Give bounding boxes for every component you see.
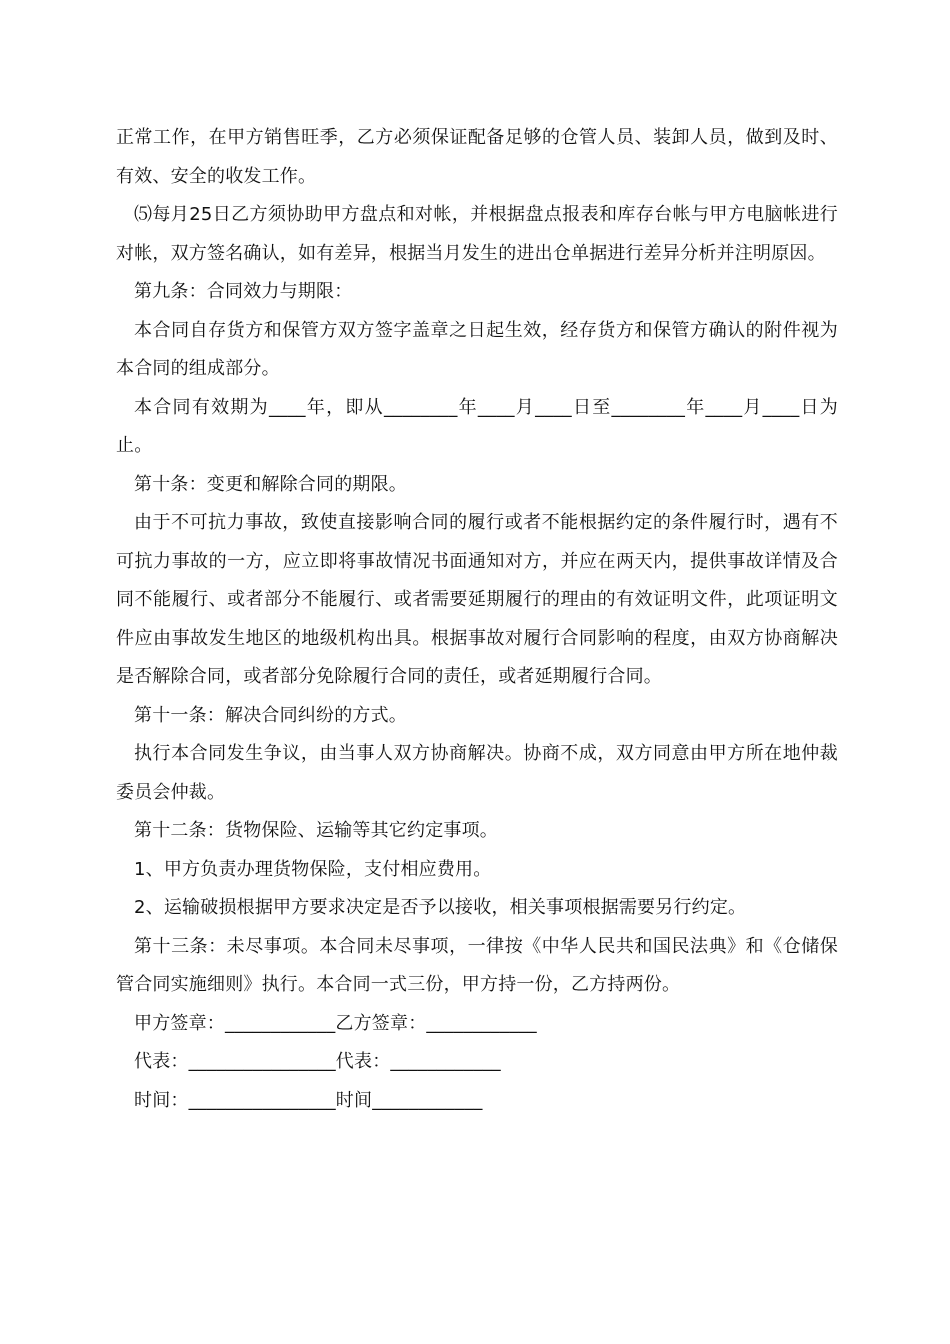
paragraph-validity-period: 本合同有效期为____年，即从________年____月____日至________年____月____日为止。 (116, 396, 838, 456)
paragraph-insurance: 1、甲方负责办理货物保险，支付相应费用。 (134, 858, 492, 880)
paragraph-2: ⑸每月25日乙方须协助甲方盘点和对帐，并根据盘点报表和库存台帐与甲方电脑帐进行对帐，双方签名确认，如有差异，根据当月发生的进出仓单据进行差异分析并注明原因。 (116, 204, 838, 264)
document-page (116, 119, 838, 1120)
paragraph-force-majeure: 由于不可抗力事故，致使直接影响合同的履行或者不能根据约定的条件履行时，遇有不可抗力事故的一方，应立即将事故情况书面通知对方，并应在两天内，提供事故详情及合同不能履行、或者部分不能履行、或者需要延期履行的理由的有效证明文件，此项证明文件应由事故发生地区的地级机构出具。根据事故对履行合同影响的程度，由双方协商解决是否解除合同，或者部分免除履行合同的责任，或者延期履行合同。 (116, 512, 838, 687)
section-heading-12: 第十二条：货物保险、运输等其它约定事项。 (134, 820, 498, 841)
paragraph-dispute: 执行本合同发生争议，由当事人双方协商解决。协商不成，双方同意由甲方所在地仲裁委员会仲裁。 (116, 743, 838, 803)
section-heading-10: 第十条：变更和解除合同的期限。 (134, 473, 407, 495)
paragraph-transport: 2、运输破损根据甲方要求决定是否予以接收，相关事项根据需要另行约定。 (134, 897, 747, 918)
paragraph-4: 本合同自存货方和保管方双方签字盖章之日起生效，经存货方和保管方确认的附件视为本合同的组成部分。 (116, 319, 838, 379)
signature-line-time: 时间：________________时间____________ (134, 1089, 483, 1111)
paragraph-1: 正常工作，在甲方销售旺季，乙方必须保证配备足够的仓管人员、装卸人员，做到及时、有效、安全的收发工作。 (116, 127, 838, 187)
section-heading-9: 第九条：合同效力与期限： (134, 281, 353, 302)
section-heading-11: 第十一条：解决合同纠纷的方式。 (134, 704, 407, 726)
signature-line-parties: 甲方签章：____________乙方签章：____________ (134, 1012, 537, 1034)
section-heading-13: 第十三条：未尽事项。本合同未尽事项，一律按《中华人民共和国民法典》和《仓储保管合同实施细则》执行。本合同一式三份，甲方持一份，乙方持两份。 (116, 935, 838, 995)
signature-line-representatives: 代表：________________代表：____________ (134, 1051, 501, 1072)
